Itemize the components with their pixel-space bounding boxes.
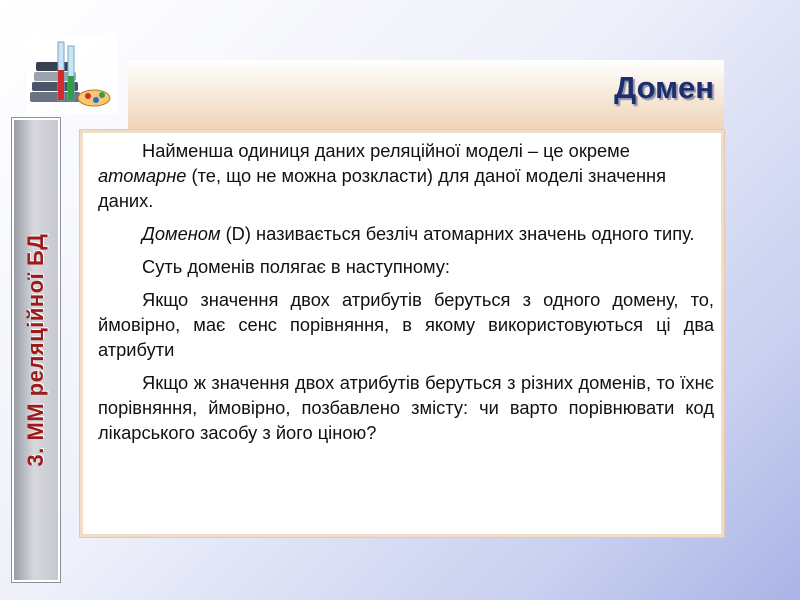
paragraph-4: Якщо значення двох атрибутів беруться з одного домену, то, ймовірно, має сенс порівняння, в якому використовуються ці два атрибути <box>98 289 714 360</box>
term-atomic: атомарне <box>98 165 187 186</box>
paragraph-3: Суть доменів полягає в наступному: <box>142 256 450 277</box>
paragraph-2: Доменом (D) називається безліч атомарних значень одного типу. <box>142 223 695 244</box>
paragraph-5: Якщо ж значення двох атрибутів беруться з різних доменів, то їхнє порівняння, ймовірно, позбавлено змісту: чи варто порівнювати код лікарського засобу з його ціною? <box>98 372 714 443</box>
section-side-title: 3. ММ реляційної БД <box>23 233 48 467</box>
page-title: Домен <box>614 70 714 105</box>
books-and-test-tubes-icon <box>24 32 120 116</box>
term-domain: Доменом <box>142 223 221 244</box>
content-text <box>98 138 714 453</box>
paragraph-1: Найменша одиниця даних реляційної моделі – це окреме атомарне (те, що не можна розкласти) для даної моделі значення даних. <box>98 140 667 211</box>
